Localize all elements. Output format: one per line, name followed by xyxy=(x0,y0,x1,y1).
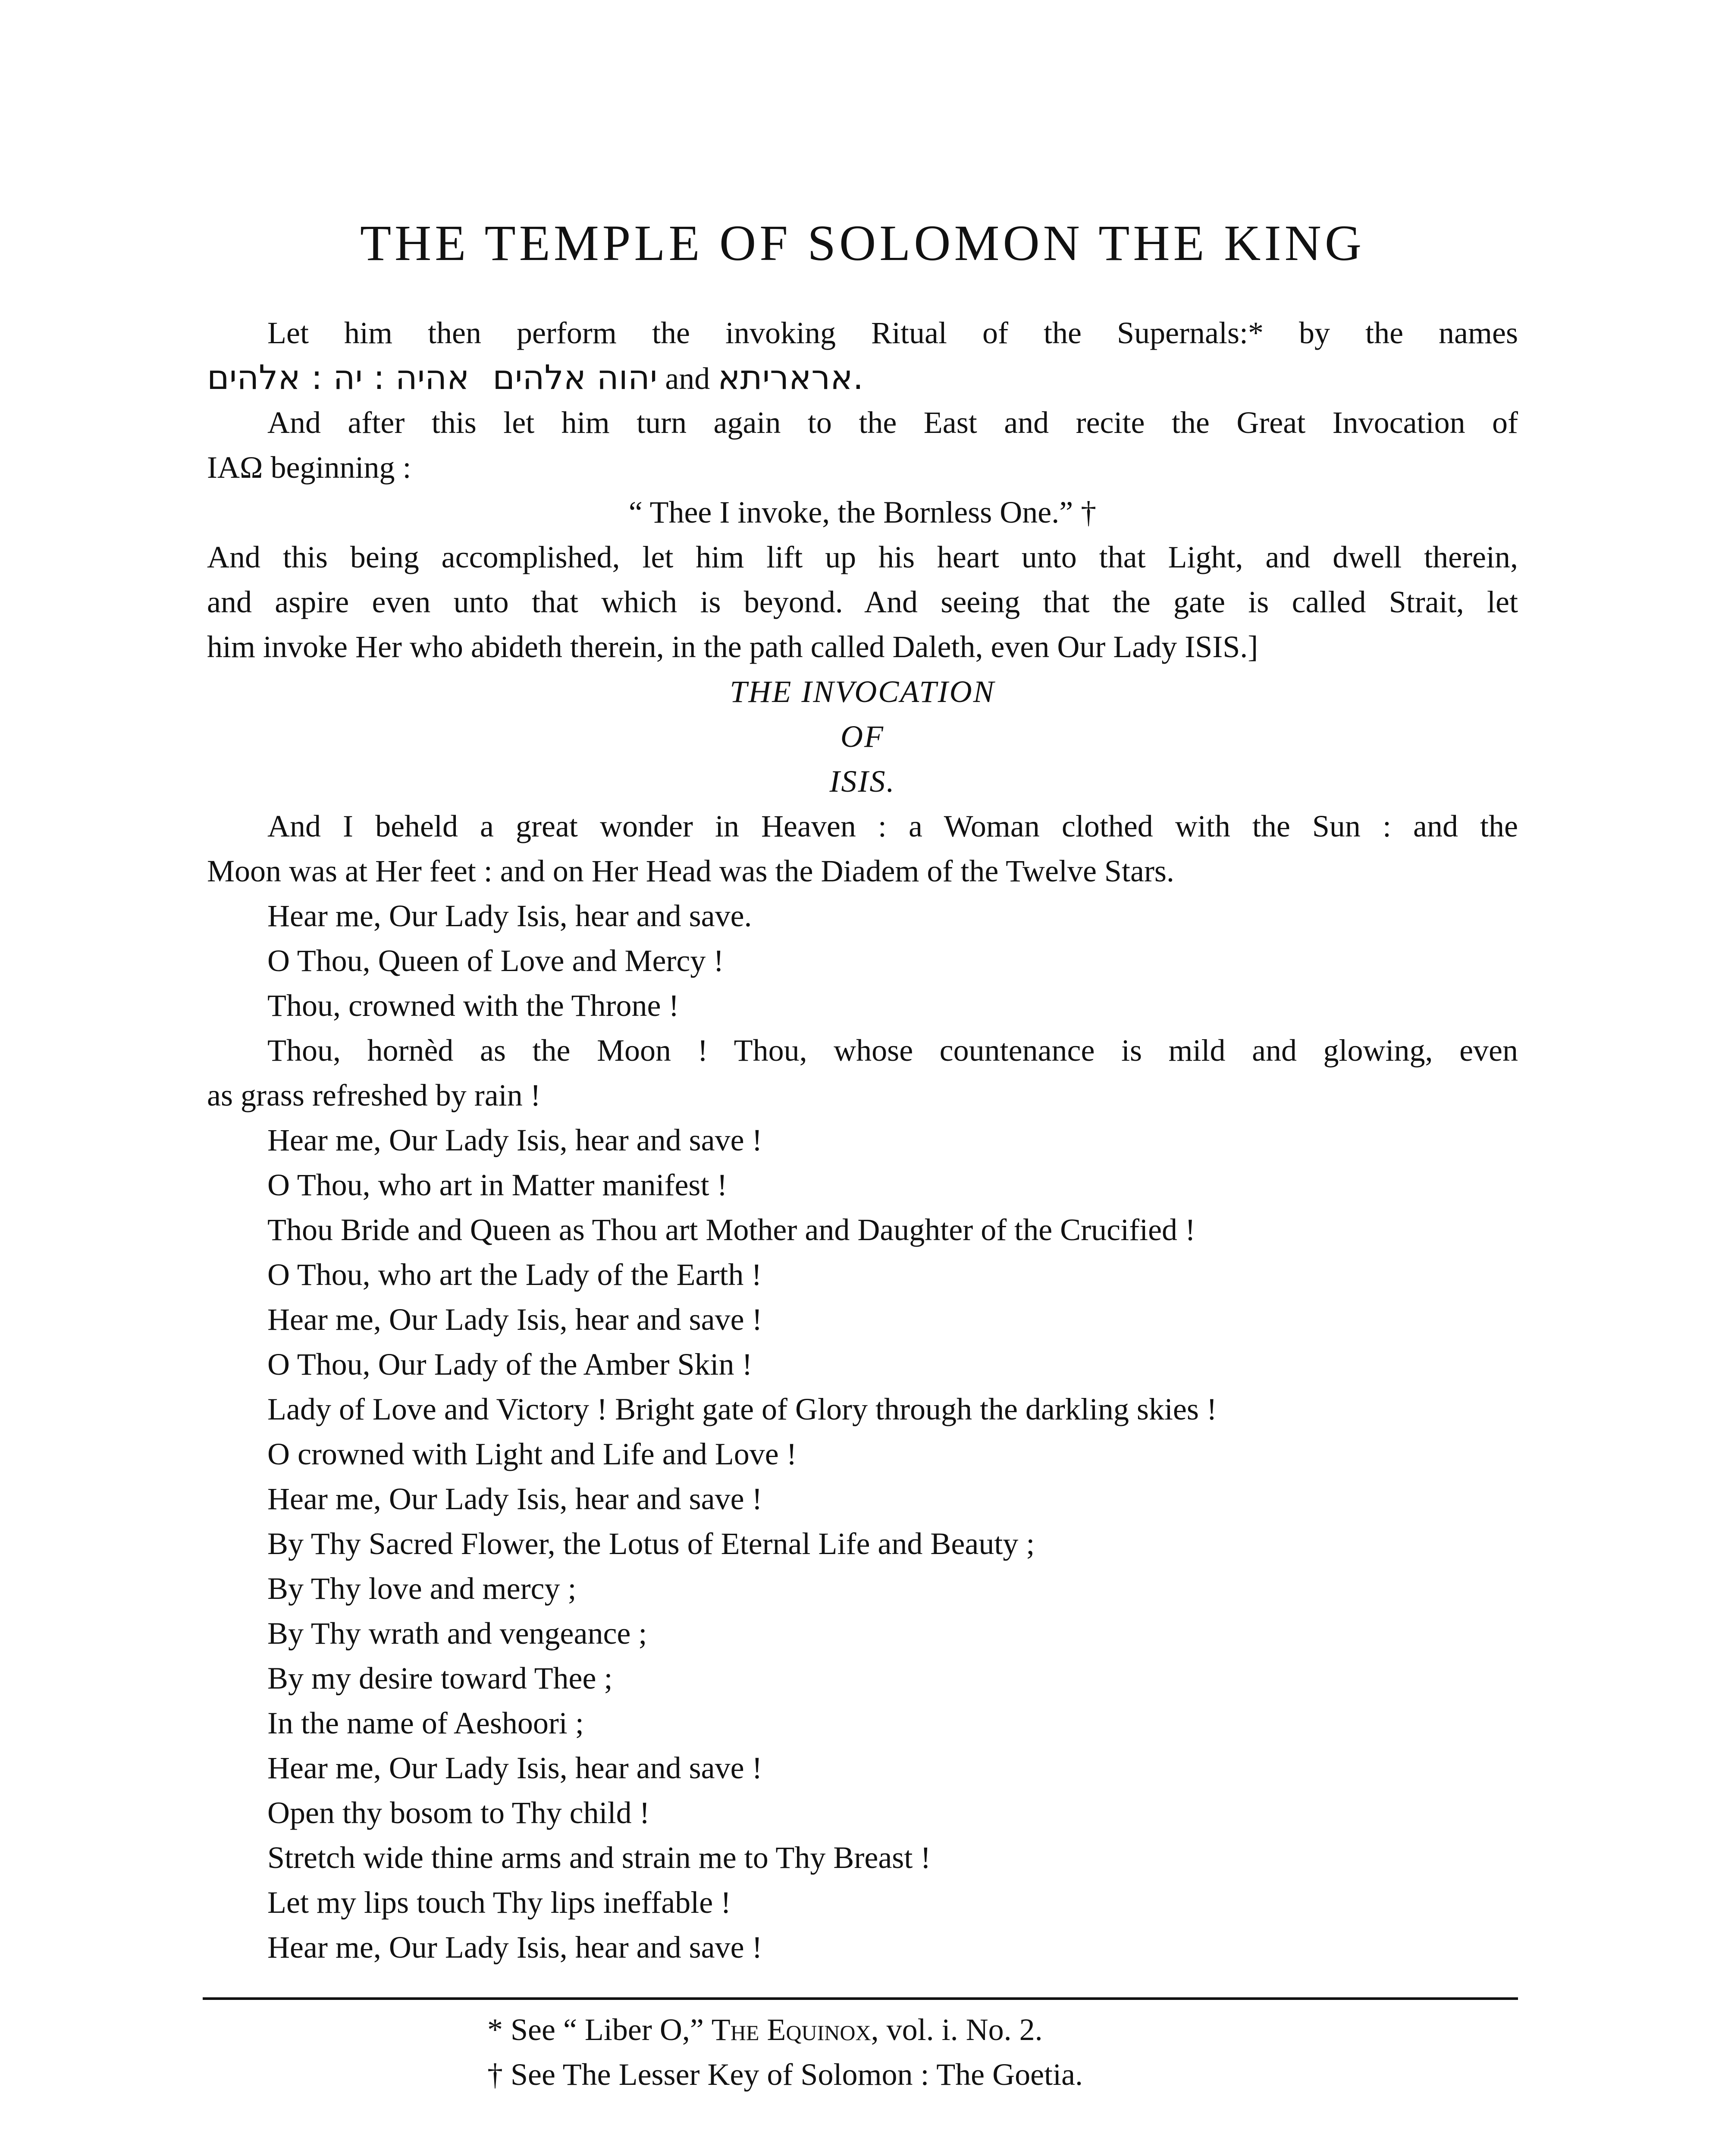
hebrew-names-2: יהוה אלהים xyxy=(492,358,658,397)
verse-line: By my desire toward Thee ; xyxy=(267,1661,613,1695)
hebrew-names-line xyxy=(207,355,1518,400)
verse-line: Lady of Love and Victory ! Bright gate of Glory through the darkling skies ! xyxy=(267,1392,1217,1426)
verse-line: O Thou, Our Lady of the Amber Skin ! xyxy=(267,1347,753,1382)
verse-line: By Thy wrath and vengeance ; xyxy=(267,1616,647,1651)
intro-line: Let him then perform the invoking Ritual of the Supernals:* by the names xyxy=(267,316,1518,350)
footnote-1 xyxy=(487,2007,1083,2052)
section-heading: THE INVOCATION xyxy=(730,674,995,709)
verse-line: Open thy bosom to Thy child ! xyxy=(267,1796,650,1830)
verse-line: Stretch wide thine arms and strain me to Thy Breast ! xyxy=(267,1840,931,1875)
verse-line: Hear me, Our Lady Isis, hear and save ! xyxy=(267,1123,762,1157)
verse-line: Hear me, Our Lady Isis, hear and save ! xyxy=(267,1482,762,1516)
intro-line: IAΩ beginning : xyxy=(207,450,411,485)
verse-line: O Thou, Queen of Love and Mercy ! xyxy=(267,943,724,978)
verse-line: Hear me, Our Lady Isis, hear and save ! xyxy=(267,1930,762,1965)
section-heading: ISIS. xyxy=(829,764,896,799)
verse-line: Thou, crowned with the Throne ! xyxy=(267,988,679,1023)
footnote-rule xyxy=(203,1997,1518,2000)
footnote-2: † See The Lesser Key of Solomon : The Goetia. xyxy=(487,2057,1083,2092)
running-title: THE TEMPLE OF SOLOMON THE KING xyxy=(360,215,1365,271)
verse-line: In the name of Aeshoori ; xyxy=(267,1706,584,1740)
verse-line: O crowned with Light and Life and Love ! xyxy=(267,1437,797,1471)
intro-line: And this being accomplished, let him lift up his heart unto that Light, and dwell therein, xyxy=(207,540,1518,574)
footnote-1-volume: , vol. i. No. 2. xyxy=(871,2012,1043,2047)
quoted-invocation: “ Thee I invoke, the Bornless One.” † xyxy=(628,495,1097,530)
verse-line: Thou, hornèd as the Moon ! Thou, whose countenance is mild and glowing, even xyxy=(267,1033,1518,1068)
verse-line: By Thy love and mercy ; xyxy=(267,1571,577,1606)
verse-line: O Thou, who art the Lady of the Earth ! xyxy=(267,1257,762,1292)
verse-line: Thou Bride and Queen as Thou art Mother and Daughter of the Crucified ! xyxy=(267,1213,1196,1247)
footnote-1-journal: The Equinox xyxy=(711,2012,871,2047)
verse-line: Hear me, Our Lady Isis, hear and save ! xyxy=(267,1302,762,1337)
paragraph-line: And I beheld a great wonder in Heaven : a Woman clothed with the Sun : and the xyxy=(267,809,1518,843)
hebrew-names-1: אהיה : יה : אלהים xyxy=(207,358,470,397)
verse-line: By Thy Sacred Flower, the Lotus of Eternal Life and Beauty ; xyxy=(267,1526,1035,1561)
footnote-1-text: * See “ Liber O,” xyxy=(487,2012,712,2047)
paragraph-line: Moon was at Her feet : and on Her Head was the Diadem of the Twelve Stars. xyxy=(207,854,1174,888)
intro-line: and aspire even unto that which is beyond. And seeing that the gate is called Strait, let xyxy=(207,585,1518,619)
verse-line: Hear me, Our Lady Isis, hear and save. xyxy=(267,899,752,933)
verse-line: O Thou, who art in Matter manifest ! xyxy=(267,1168,728,1202)
intro-line: And after this let him turn again to the East and recite the Great Invocation of xyxy=(267,405,1518,440)
hebrew-names-3: אראריתא. xyxy=(718,358,864,397)
verse-line: Let my lips touch Thy lips ineffable ! xyxy=(267,1885,731,1920)
footnotes xyxy=(487,2007,1083,2097)
and-word: and xyxy=(665,361,710,396)
page-body xyxy=(207,310,1518,1970)
verse-line: as grass refreshed by rain ! xyxy=(207,1078,541,1112)
intro-line: him invoke Her who abideth therein, in the path called Daleth, even Our Lady ISIS.] xyxy=(207,630,1258,664)
section-heading: OF xyxy=(841,719,884,754)
verse-line: Hear me, Our Lady Isis, hear and save ! xyxy=(267,1751,762,1785)
